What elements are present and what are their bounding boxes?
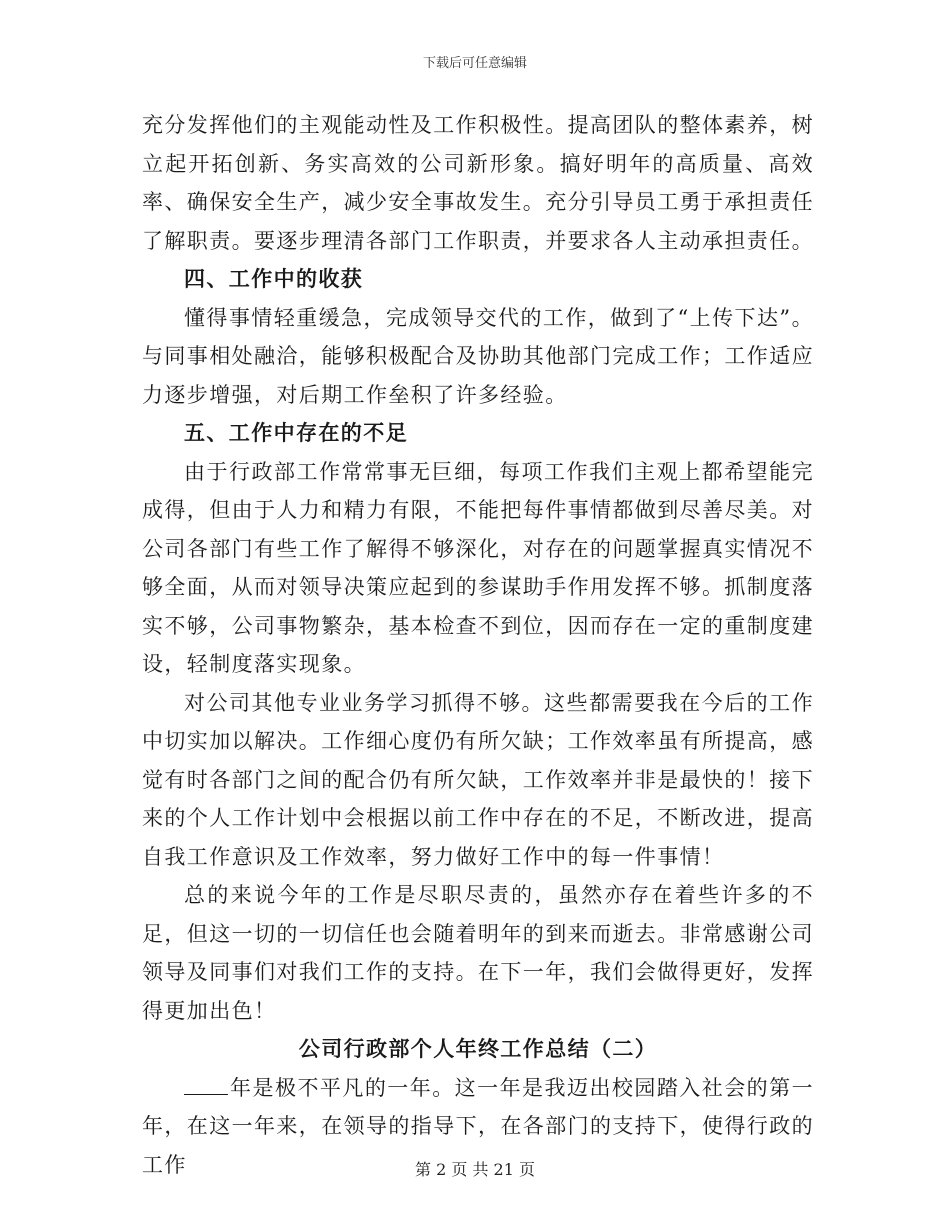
paragraph-opening-text: 年是极不平凡的一年。这一年是我迈出校园踏入社会的第一年，在这一年来，在领导的指导下，在各部门的支持下，使得行政的工作 (142, 1075, 814, 1177)
section-heading-harvest: 四、工作中的收获 (184, 266, 364, 291)
section-heading-shortcomings: 五、工作中存在的不足 (184, 420, 408, 445)
document-section-title: 公司行政部个人年终工作总结（二） (298, 1036, 658, 1061)
year-blank (184, 1076, 228, 1095)
paragraph-shortcomings-1: 由于行政部工作常常事无巨细，每项工作我们主观上都希望能完成得，但由于人力和精力有限，不能把每件事情都做到尽善尽美。对公司各部门有些工作了解得不够深化，对存在的问题掌握真实情况不够全面，从而对领导决策应起到的参谋助手作用发挥不够。抓制度落实不够，公司事物繁杂，基本检查不到位，因而存在一定的重制度建设，轻制度落实现象。 (142, 459, 814, 676)
paragraph-conclusion: 总的来说今年的工作是尽职尽责的，虽然亦存在着些许多的不足，但这一切的一切信任也会随着明年的到来而逝去。非常感谢公司领导及同事们对我们工作的支持。在下一年，我们会做得更好，发挥得更加出色！ (142, 883, 814, 1023)
document-body (142, 106, 814, 1184)
paragraph-continued: 充分发挥他们的主观能动性及工作积极性。提高团队的整体素养，树立起开拓创新、务实高效的公司新形象。搞好明年的高质量、高效率、确保安全生产，减少安全事故发生。充分引导员工勇于承担责任了解职责。要逐步理清各部门工作职责，并要求各人主动承担责任。 (142, 113, 814, 253)
paragraph-harvest: 懂得事情轻重缓急，完成领导交代的工作，做到了“上传下达”。与同事相处融洽，能够积极配合及协助其他部门完成工作；工作适应力逐步增强，对后期工作垒积了许多经验。 (142, 305, 814, 407)
paragraph-shortcomings-2: 对公司其他专业业务学习抓得不够。这些都需要我在今后的工作中切实加以解决。工作细心度仍有所欠缺；工作效率虽有所提高，感觉有时各部门之间的配合仍有所欠缺，工作效率并非是最快的！接下来的个人工作计划中会根据以前工作中存在的不足，不断改进，提高自我工作意识及工作效率，努力做好工作中的每一件事情！ (142, 690, 814, 869)
page-header: 下载后可任意编辑 (422, 56, 527, 71)
page-footer: 第 2 页 共 21 页 (415, 1160, 535, 1179)
